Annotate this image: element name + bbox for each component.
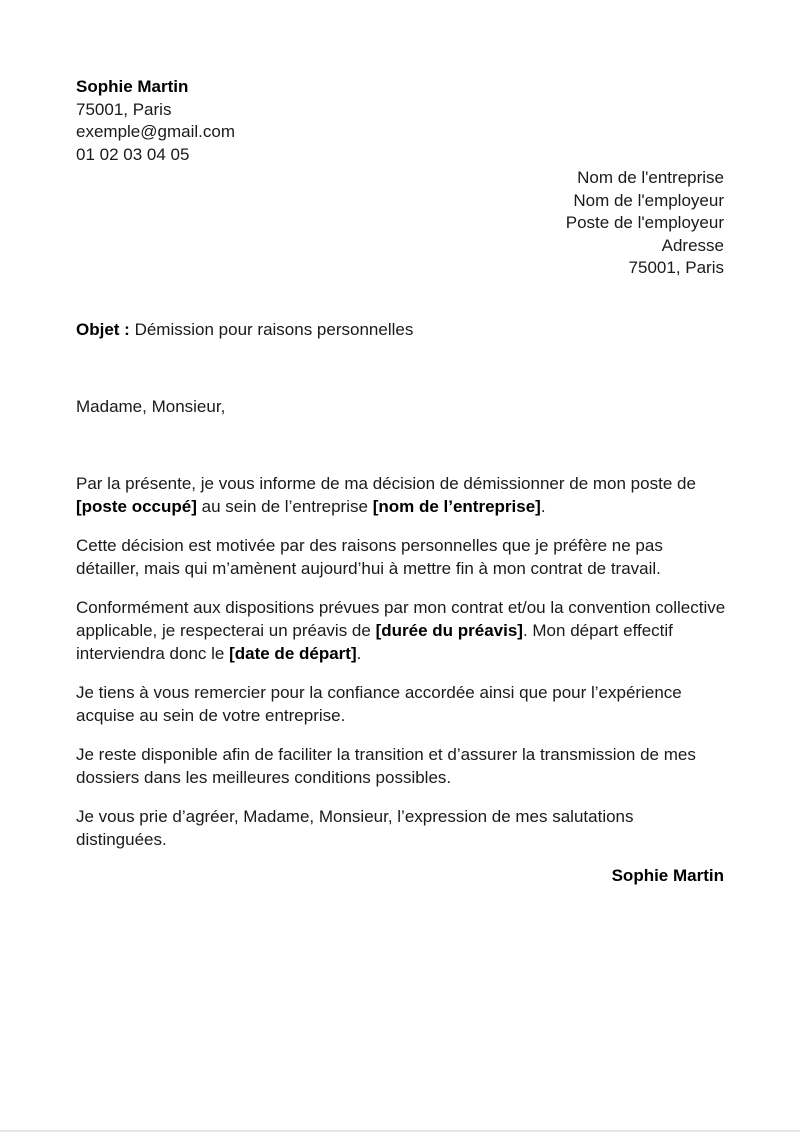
body-paragraph-5: Je reste disponible afin de faciliter la transition et d’assurer la transmission de mes dossiers dans les meilleures conditions possibles. bbox=[76, 745, 696, 787]
sender-phone: 01 02 03 04 05 bbox=[76, 144, 190, 164]
recipient-employer-position: Poste de l'employeur bbox=[565, 213, 724, 233]
body-paragraph-6: Je vous prie d’agréer, Madame, Monsieur, l’expression de mes salutations distinguées. bbox=[76, 807, 634, 849]
sender-name: Sophie Martin bbox=[76, 77, 189, 96]
salutation: Madame, Monsieur, bbox=[76, 397, 226, 416]
recipient-block bbox=[566, 167, 724, 280]
body-paragraph-1 bbox=[76, 472, 726, 518]
placeholder-departure-date: [date de départ] bbox=[229, 644, 357, 663]
sender-city: 75001, Paris bbox=[76, 99, 172, 119]
placeholder-position: [poste occupé] bbox=[76, 497, 197, 516]
subject-line bbox=[76, 318, 413, 341]
body-text: . Mon départ effectif interviendra donc le bbox=[76, 621, 673, 663]
recipient-city: 75001, Paris bbox=[628, 258, 724, 278]
body-paragraph-4: Je tiens à vous remercier pour la confiance accordée ainsi que pour l’expérience acquise au sein de votre entreprise. bbox=[76, 683, 682, 725]
sender-email: exemple@gmail.com bbox=[76, 122, 235, 141]
recipient-employer-name: Nom de l'employeur bbox=[573, 190, 724, 210]
letter-body bbox=[76, 472, 726, 867]
body-text: au sein de l’entreprise bbox=[196, 497, 373, 516]
signature: Sophie Martin bbox=[611, 866, 724, 885]
body-text: Conformément aux dispositions prévues par mon contrat et/ou la convention collective applicable, je respecterai un préavis de bbox=[76, 598, 726, 640]
recipient-address: Adresse bbox=[661, 235, 724, 255]
sender-block bbox=[76, 76, 235, 166]
placeholder-notice-period: [durée du préavis] bbox=[375, 621, 523, 640]
recipient-company: Nom de l'entreprise bbox=[577, 168, 724, 187]
body-paragraph-3 bbox=[76, 596, 726, 665]
body-text: . bbox=[356, 644, 362, 663]
body-paragraph-2: Cette décision est motivée par des raisons personnelles que je préfère ne pas détailler, mais qui m’amènent aujourd’hui à mettre fin à mon contrat de travail. bbox=[76, 536, 663, 578]
subject-label: Objet : bbox=[76, 320, 130, 339]
subject-text: Démission pour raisons personnelles bbox=[134, 320, 414, 339]
body-text: . bbox=[540, 497, 546, 516]
placeholder-company: [nom de l’entreprise] bbox=[372, 497, 541, 516]
body-text: Par la présente, je vous informe de ma décision de démissionner de mon poste de bbox=[76, 474, 696, 493]
